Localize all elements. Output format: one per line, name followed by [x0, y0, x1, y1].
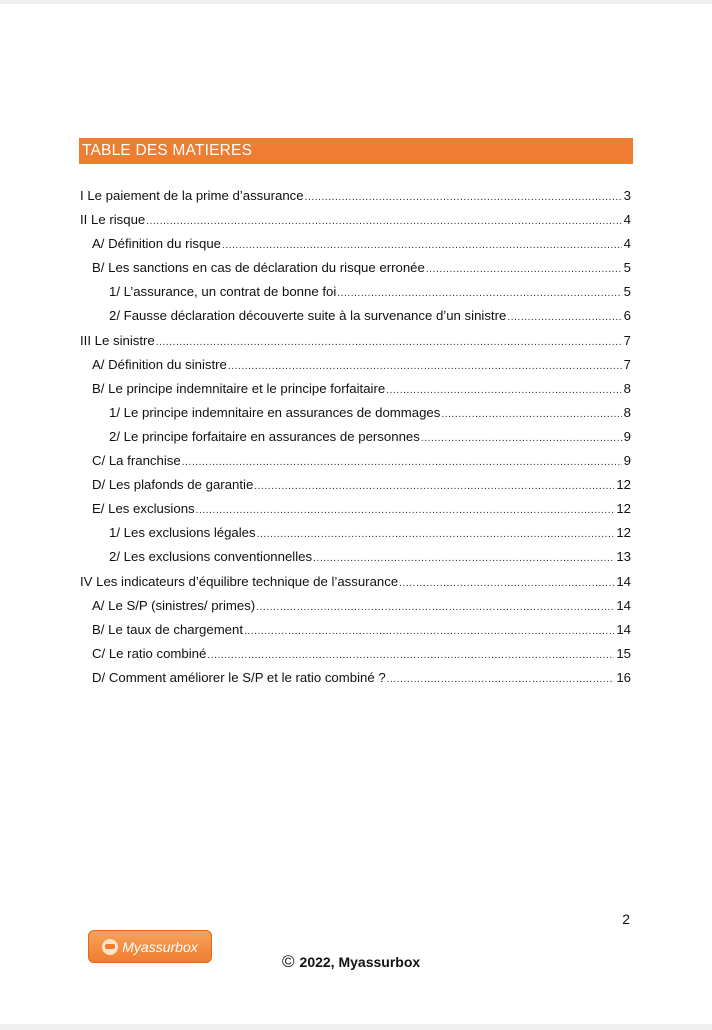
toc-entry-title: 1/ Le principe indemnitaire en assurances de dommages: [109, 404, 441, 420]
toc-entry[interactable]: [80, 333, 631, 357]
toc-entry-page: 5: [623, 284, 631, 300]
toc-entry-page: 12: [616, 501, 631, 517]
toc-entry[interactable]: [80, 405, 631, 429]
toc-entry-page: 7: [623, 356, 631, 372]
toc-entry-title: 2/ Fausse déclaration découverte suite à la survenance d’un sinistre: [109, 308, 507, 324]
toc-entry[interactable]: [80, 429, 631, 453]
toc-leader-dots: [337, 288, 621, 299]
page-number: 2: [622, 911, 630, 927]
toc-entry-page: 7: [623, 332, 631, 348]
toc-entry[interactable]: [80, 381, 631, 405]
copyright-text: 2022, Myassurbox: [299, 954, 421, 970]
toc-entry[interactable]: [80, 622, 631, 646]
toc-entry-page: 12: [616, 525, 631, 541]
toc-entry[interactable]: [80, 574, 631, 598]
toc-entry-title: B/ Le taux de chargement: [92, 621, 244, 637]
toc-entry-page: 8: [623, 404, 631, 420]
toc-entry-page: 3: [623, 188, 631, 203]
toc-entry-title: 2/ Les exclusions conventionnelles: [109, 549, 313, 565]
logo-text: Myassurbox: [122, 938, 198, 955]
toc-entry-title: D/ Comment améliorer le S/P et le ratio combiné ?: [92, 669, 386, 685]
toc-leader-dots: [222, 240, 622, 251]
table-of-contents: [80, 188, 631, 694]
toc-leader-dots: [207, 650, 614, 661]
toc-entry-page: 13: [616, 549, 631, 565]
toc-entry[interactable]: [80, 260, 631, 284]
toc-entry[interactable]: [80, 357, 631, 381]
toc-leader-dots: [441, 409, 621, 420]
toc-entry-title: B/ Le principe indemnitaire et le principe forfaitaire: [92, 380, 386, 396]
toc-entry-title: 1/ L’assurance, un contrat de bonne foi: [109, 284, 337, 300]
toc-entry-title: I Le paiement de la prime d’assurance: [80, 188, 304, 203]
toc-leader-dots: [387, 674, 615, 685]
toc-entry-page: 4: [623, 212, 631, 228]
toc-leader-dots: [507, 312, 621, 323]
toc-entry[interactable]: [80, 501, 631, 525]
toc-leader-dots: [182, 457, 622, 468]
toc-leader-dots: [426, 264, 622, 275]
toc-entry-title: III Le sinistre: [80, 332, 155, 348]
toc-leader-dots: [156, 337, 622, 348]
toc-entry-title: A/ Le S/P (sinistres/ primes): [92, 597, 256, 613]
toc-entry[interactable]: [80, 308, 631, 332]
toc-entry-title: II Le risque: [80, 212, 146, 228]
toc-entry-page: 8: [623, 380, 631, 396]
toc-entry-title: A/ Définition du risque: [92, 236, 222, 252]
toc-entry-page: 5: [623, 260, 631, 276]
toc-leader-dots: [399, 578, 614, 589]
toc-entry[interactable]: [80, 549, 631, 573]
toc-leader-dots: [386, 385, 621, 396]
toc-entry-title: A/ Définition du sinistre: [92, 356, 227, 372]
toc-entry[interactable]: [80, 188, 631, 212]
toc-entry-title: E/ Les exclusions: [92, 501, 195, 517]
toc-entry[interactable]: [80, 646, 631, 670]
toc-leader-dots: [421, 433, 622, 444]
toc-entry[interactable]: [80, 212, 631, 236]
toc-entry[interactable]: [80, 525, 631, 549]
graduation-cap-icon: [102, 939, 118, 955]
toc-leader-dots: [313, 553, 614, 564]
toc-entry[interactable]: [80, 284, 631, 308]
toc-entry[interactable]: [80, 477, 631, 501]
toc-leader-dots: [305, 192, 622, 203]
toc-leader-dots: [196, 505, 615, 516]
toc-entry-page: 12: [616, 477, 631, 493]
toc-entry[interactable]: [80, 670, 631, 694]
toc-leader-dots: [146, 216, 621, 227]
toc-leader-dots: [228, 361, 622, 372]
toc-leader-dots: [244, 626, 614, 637]
toc-entry-title: C/ La franchise: [92, 453, 181, 469]
toc-entry-page: 9: [623, 428, 631, 444]
toc-entry-title: 2/ Le principe forfaitaire en assurances de personnes: [109, 428, 420, 444]
toc-entry-page: 14: [616, 573, 631, 589]
myassurbox-logo: [88, 930, 212, 963]
copyright-notice: [282, 952, 420, 972]
toc-entry[interactable]: [80, 453, 631, 477]
toc-leader-dots: [256, 602, 614, 613]
toc-entry-title: D/ Les plafonds de garantie: [92, 477, 254, 493]
toc-entry-page: 15: [616, 645, 631, 661]
toc-entry-page: 4: [623, 236, 631, 252]
toc-entry-page: 9: [623, 453, 631, 469]
toc-leader-dots: [257, 529, 615, 540]
toc-entry-page: 14: [616, 621, 631, 637]
document-page: [0, 4, 712, 1024]
toc-heading: TABLE DES MATIERES: [79, 138, 633, 164]
toc-entry[interactable]: [80, 598, 631, 622]
toc-entry-title: B/ Les sanctions en cas de déclaration du risque erronée: [92, 260, 425, 276]
toc-entry-title: 1/ Les exclusions légales: [109, 525, 256, 541]
toc-entry-page: 6: [623, 308, 631, 324]
toc-entry[interactable]: [80, 236, 631, 260]
toc-entry-page: 16: [616, 669, 631, 685]
toc-leader-dots: [254, 481, 614, 492]
copyright-icon: ©: [282, 952, 295, 971]
toc-entry-page: 14: [616, 597, 631, 613]
toc-entry-title: IV Les indicateurs d’équilibre technique de l’assurance: [80, 573, 399, 589]
toc-entry-title: C/ Le ratio combiné: [92, 645, 207, 661]
